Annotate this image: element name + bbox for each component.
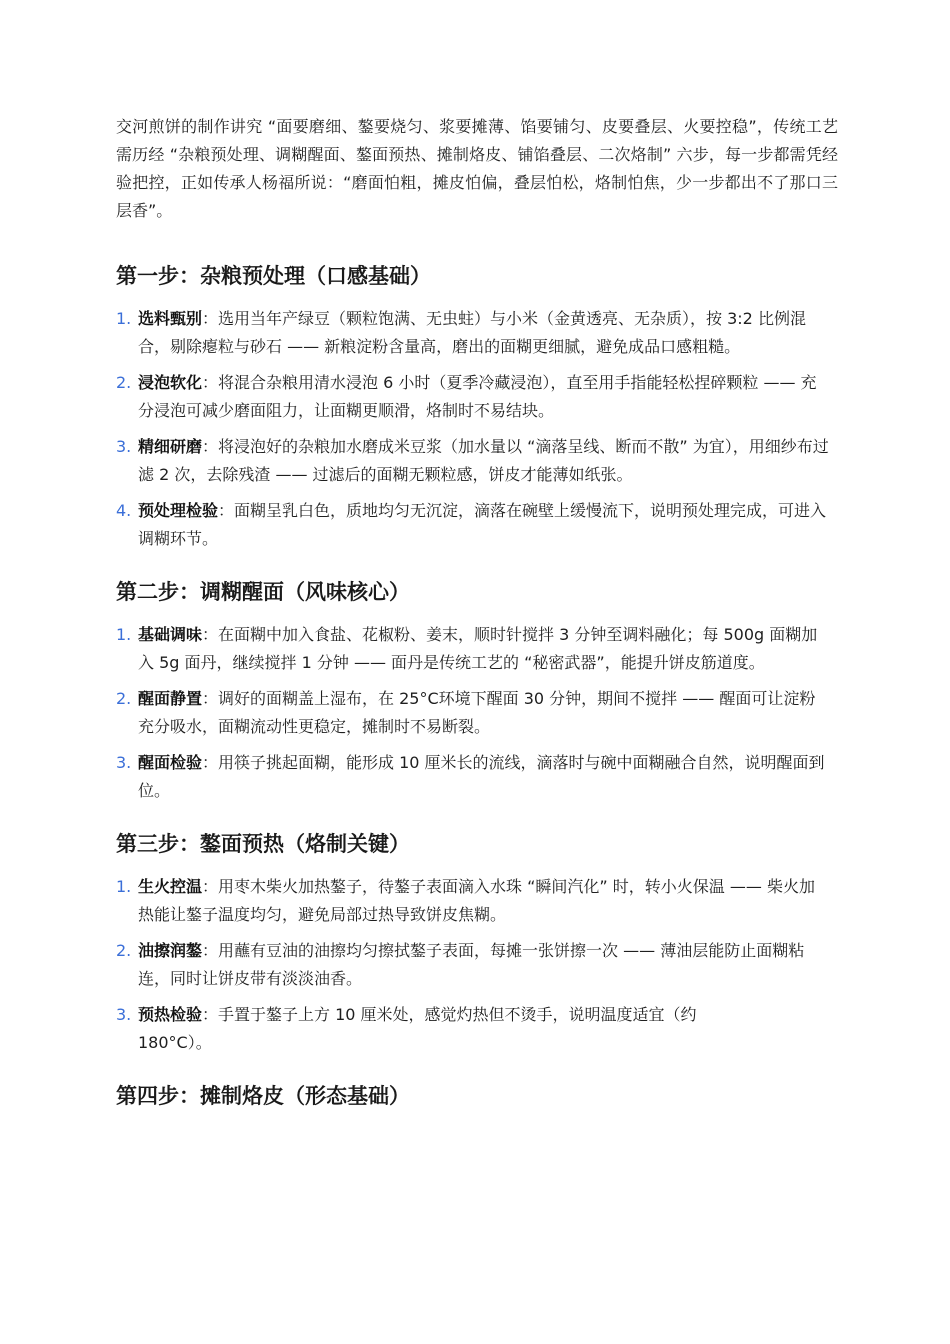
list-number: 1.: [116, 877, 132, 896]
list-term: 选料甄别: [138, 309, 203, 328]
section-heading: 第三步：鏊面预热（烙制关键）: [116, 832, 410, 856]
intro-paragraph: 交河煎饼的制作讲究 “面要磨细、鏊要烧匀、浆要摊薄、馅要铺匀、皮要叠层、火要控稳”，传统工艺需历经 “杂粮预处理、调糊醒面、鏊面预热、摊制烙皮、铺馅叠层、二次烙制” 六步，每一步都需凭经验把控，正如传承人杨福所说：“磨面怕粗，摊皮怕偏，叠层怕松，烙制怕焦，少一步都出不了那口三层香”。: [116, 117, 838, 220]
list-term: 醒面静置: [138, 689, 203, 708]
list-item: [116, 1001, 758, 1057]
list-item: [116, 621, 828, 677]
list-term: 生火控温: [138, 877, 203, 896]
step-list: [116, 621, 838, 805]
list-text: ：用蘸有豆油的油擦均匀擦拭鏊子表面，每摊一张饼擦一次 —— 薄油层能防止面糊粘连，同时让饼皮带有淡淡油香。: [138, 941, 805, 988]
list-number: 3.: [116, 437, 132, 456]
section-step-3: [116, 829, 838, 1057]
list-number: 1.: [116, 625, 132, 644]
list-text: ：用枣木柴火加热鏊子，待鏊子表面滴入水珠 “瞬间汽化” 时，转小火保温 —— 柴火加热能让鏊子温度均匀，避免局部过热导致饼皮焦糊。: [138, 877, 815, 924]
list-term: 预热检验: [138, 1005, 203, 1024]
list-number: 2.: [116, 941, 132, 960]
list-term: 预处理检验: [138, 501, 219, 520]
section-heading: 第二步：调糊醒面（风味核心）: [116, 580, 410, 604]
list-term: 基础调味: [138, 625, 203, 644]
list-item: [116, 369, 828, 425]
list-item: [116, 749, 838, 805]
document-page: [116, 113, 838, 1111]
section-step-4: [116, 1081, 838, 1111]
list-item: [116, 937, 828, 993]
step-list: [116, 873, 838, 1057]
list-item: [116, 305, 828, 361]
list-number: 3.: [116, 753, 132, 772]
section-step-2: [116, 577, 838, 805]
step-list: [116, 305, 838, 553]
list-number: 3.: [116, 1005, 132, 1024]
list-text: ：面糊呈乳白色，质地均匀无沉淀，滴落在碗壁上缓慢流下，说明预处理完成，可进入调糊环节。: [138, 501, 827, 548]
list-item: [116, 497, 838, 553]
list-term: 油擦润鏊: [138, 941, 203, 960]
list-text: ：用筷子挑起面糊，能形成 10 厘米长的流线，滴落时与碗中面糊融合自然，说明醒面到位。: [138, 753, 825, 800]
list-number: 1.: [116, 309, 132, 328]
list-term: 精细研磨: [138, 437, 203, 456]
list-text: ：选用当年产绿豆（颗粒饱满、无虫蛀）与小米（金黄透亮、无杂质），按 3:2 比例混合，剔除瘪粒与砂石 —— 新粮淀粉含量高，磨出的面糊更细腻，避免成品口感粗糙。: [138, 309, 806, 356]
list-text: ：将混合杂粮用清水浸泡 6 小时（夏季冷藏浸泡），直至用手指能轻松捏碎颗粒 —— 充分浸泡可减少磨面阻力，让面糊更顺滑，烙制时不易结块。: [138, 373, 817, 420]
section-heading: 第四步：摊制烙皮（形态基础）: [116, 1084, 410, 1108]
list-number: 2.: [116, 373, 132, 392]
list-number: 4.: [116, 501, 132, 520]
list-text: ：将浸泡好的杂粮加水磨成米豆浆（加水量以 “滴落呈线、断而不散” 为宜），用细纱布过滤 2 次，去除残渣 —— 过滤后的面糊无颗粒感，饼皮才能薄如纸张。: [138, 437, 829, 484]
list-text: ：在面糊中加入食盐、花椒粉、姜末，顺时针搅拌 3 分钟至调料融化；每 500g 面糊加入 5g 面丹，继续搅拌 1 分钟 —— 面丹是传统工艺的 “秘密武器”，能提升饼皮筋道度。: [138, 625, 818, 672]
list-item: [116, 873, 828, 929]
list-number: 2.: [116, 689, 132, 708]
list-text: ：调好的面糊盖上湿布，在 25°C环境下醒面 30 分钟，期间不搅拌 —— 醒面可让淀粉充分吸水，面糊流动性更稳定，摊制时不易断裂。: [138, 689, 816, 736]
list-text: ：手置于鏊子上方 10 厘米处，感觉灼热但不烫手，说明温度适宜（约 180°C）。: [138, 1005, 697, 1052]
section-heading: 第一步：杂粮预处理（口感基础）: [116, 264, 431, 288]
list-term: 浸泡软化: [138, 373, 203, 392]
section-step-1: [116, 261, 838, 553]
list-item: [116, 433, 838, 489]
list-term: 醒面检验: [138, 753, 203, 772]
list-item: [116, 685, 828, 741]
